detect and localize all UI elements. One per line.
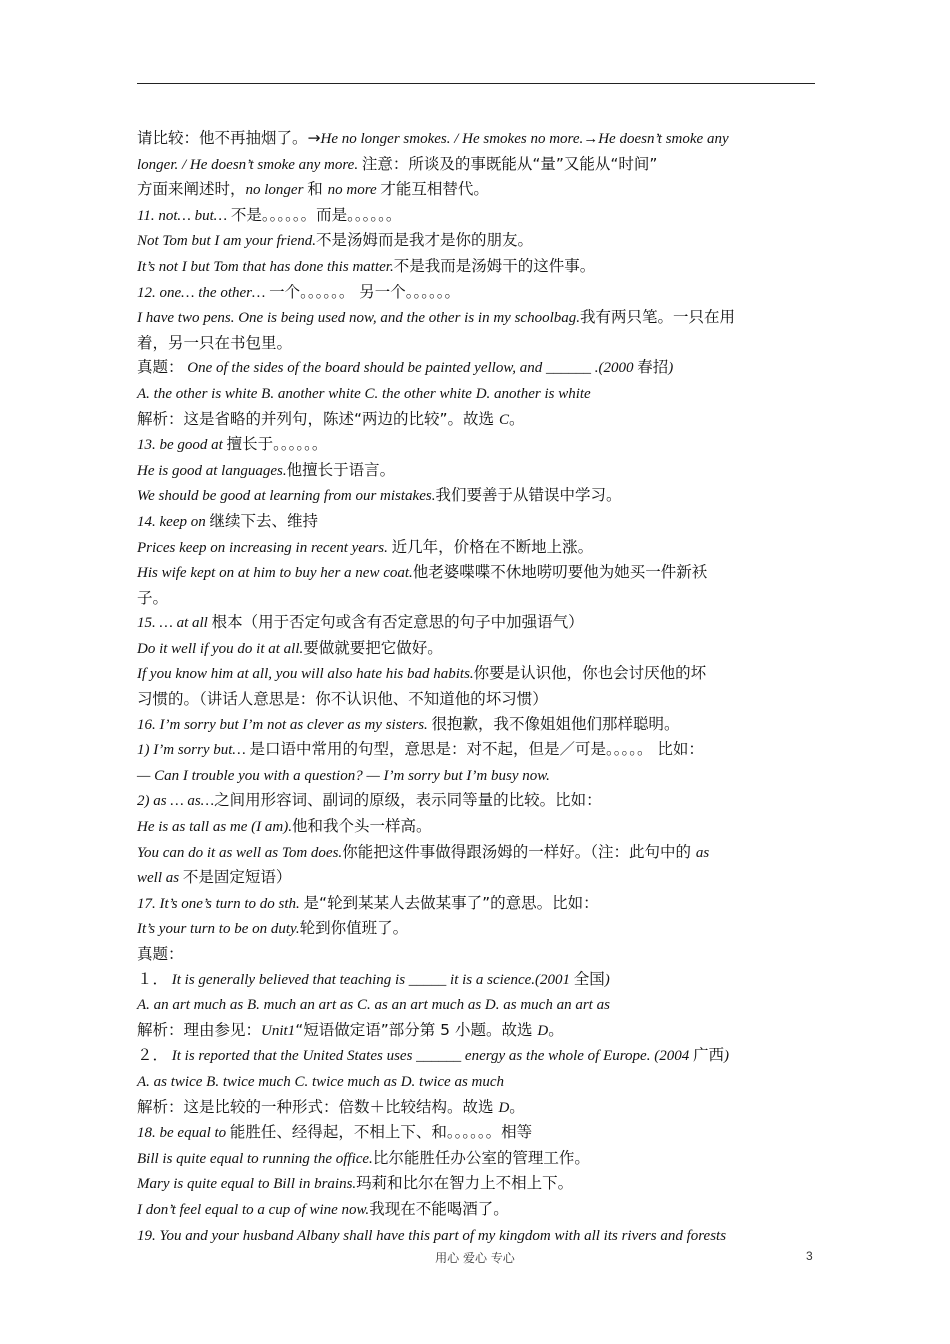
chinese-text: 方面来阐述时， <box>137 180 246 199</box>
english-text: D <box>537 1022 549 1039</box>
chinese-text: 请比较：他不再抽烟了。→ <box>137 129 321 147</box>
text-line <box>137 840 819 866</box>
english-text: You can do it as well as Tom does. <box>137 844 343 861</box>
chinese-text: 能胜任、经得起，不相上下、和。。。。。。相等 <box>229 1123 533 1142</box>
chinese-text: 是“轮到某某人去做某事了”的意思。比如： <box>303 893 599 912</box>
chinese-text: 我们要善于从错误中学习。 <box>435 486 622 505</box>
text-line <box>137 560 819 586</box>
document-body <box>137 126 819 1248</box>
chinese-text: 着，另一只在书包里。 <box>137 333 293 352</box>
english-text: One of the sides of the board should be painted yellow, and ______ .(2000 <box>183 360 638 377</box>
english-text: He no longer smokes. / He smokes no more.→He doesn’t smoke any <box>320 131 729 147</box>
text-line <box>137 483 819 509</box>
text-line <box>137 535 819 561</box>
text-line <box>137 432 819 458</box>
text-line <box>137 1018 819 1044</box>
english-text: no longer <box>245 182 308 199</box>
chinese-text: 根本（用于否定句或含有否定意思的句子中加强语气） <box>211 613 584 632</box>
chinese-text: 他擅长于语言。 <box>286 460 396 479</box>
english-text: C <box>499 411 510 428</box>
english-text: Prices keep on increasing in recent years. <box>137 539 392 556</box>
text-line <box>137 814 819 840</box>
chinese-text: 才能互相替代。 <box>380 180 489 199</box>
chinese-text: 。 <box>548 1020 564 1039</box>
chinese-text: 广西 <box>692 1046 724 1065</box>
chinese-text: 真题： <box>137 358 184 377</box>
text-line <box>137 737 819 763</box>
chinese-text: 我有两只笔。一只在用 <box>580 308 736 327</box>
chinese-text: 是口语中常用的句型，意思是：对不起，但是／可是。。。。。 比如： <box>249 740 704 759</box>
text-line <box>137 1171 819 1197</box>
english-text: D <box>498 1099 510 1116</box>
chinese-text: 。 <box>509 1097 525 1116</box>
english-text: It is generally believed that teaching is _____ it is a science.(2001 <box>168 971 574 988</box>
english-text: He is good at languages. <box>137 462 287 479</box>
chinese-text: 你能把这件事做得跟汤姆的一样好。（注：此句中的 <box>342 842 696 861</box>
text-line <box>137 355 819 381</box>
english-text: It is reported that the United States uses ______ energy as the whole of Europe. (2004 <box>168 1048 693 1065</box>
chinese-text: 和 <box>307 180 328 199</box>
text-line <box>137 152 819 178</box>
chinese-text: 真题： <box>137 945 184 963</box>
text-line <box>137 1146 819 1172</box>
chinese-text: 春招 <box>637 358 669 377</box>
english-text: 15. … at all <box>137 615 212 632</box>
text-line <box>137 610 819 636</box>
chinese-text: 解析：这是省略的并列句，陈述“两边的比较”。故选 <box>137 409 499 428</box>
text-line <box>137 254 819 280</box>
text-line <box>137 891 819 917</box>
text-line <box>137 687 819 712</box>
text-line <box>137 916 819 942</box>
text-line <box>137 458 819 484</box>
chinese-text: “短语做定语”部分第 5 小题。故选 <box>295 1020 538 1039</box>
text-line <box>137 788 819 814</box>
text-line <box>137 636 819 662</box>
english-text: 19. You and your husband Albany shall have this part of my kingdom with all its rivers and forests <box>137 1227 727 1244</box>
text-line <box>137 509 819 535</box>
chinese-text: 你要是认识他，你也会讨厌他的坏 <box>473 664 707 683</box>
english-text: 16. I’m sorry but I’m not as clever as my sisters. <box>137 716 432 733</box>
chinese-text: 不是汤姆而是我才是你的朋友。 <box>316 231 534 250</box>
english-text: If you know him at all, you will also hate his bad habits. <box>137 666 474 683</box>
chinese-text: 轮到你值班了。 <box>299 919 409 938</box>
chinese-text: 我现在不能喝酒了。 <box>369 1199 509 1218</box>
english-text: ) <box>604 971 610 988</box>
text-line <box>137 661 819 687</box>
text-line <box>137 280 819 306</box>
english-text: 17. It’s one’s turn to do sth. <box>137 895 304 912</box>
chinese-text: 。 <box>509 409 525 428</box>
english-text: I have two pens. One is being used now, and the other is in my schoolbag. <box>137 310 580 327</box>
page-footer: 用心 爱心 专心 <box>435 1251 515 1265</box>
english-text: Do it well if you do it at all. <box>137 640 304 657</box>
text-line <box>137 712 819 738</box>
text-line <box>137 228 819 254</box>
text-line <box>137 407 819 433</box>
text-line <box>137 1197 819 1223</box>
chinese-text: 子。 <box>137 588 169 607</box>
english-text: longer. / He doesn’t smoke any more. <box>137 156 362 173</box>
chinese-text: 很抱歉，我不像姐姐他们那样聪明。 <box>431 714 680 733</box>
chinese-text: 擅长于。。。。。。 <box>226 435 328 454</box>
english-text: — Can I trouble you with a question? — I’m sorry but I’m busy now. <box>137 767 550 784</box>
text-line <box>137 1120 819 1146</box>
english-text: I don’t feel equal to a cup of wine now. <box>137 1201 370 1218</box>
english-text: 1) I’m sorry but… <box>137 742 250 759</box>
english-text: well as <box>137 870 183 887</box>
english-text: A. the other is white B. another white C. the other white D. another is white <box>137 385 591 402</box>
chinese-text: 一个。。。。。。 另一个。。。。。。 <box>269 282 461 301</box>
english-text: It’s not I but Tom that has done this matter. <box>137 258 394 275</box>
english-text: We should be good at learning from our mistakes. <box>137 488 436 505</box>
english-text: It’s your turn to be on duty. <box>137 921 300 938</box>
chinese-text: １． <box>137 969 169 988</box>
chinese-text: 继续下去、维持 <box>209 511 318 530</box>
english-text: 18. be equal to <box>137 1125 230 1142</box>
text-line <box>137 586 819 611</box>
text-line <box>137 203 819 229</box>
text-line <box>137 1095 819 1121</box>
text-line <box>137 942 819 967</box>
chinese-text: 习惯的。（讲话人意思是：你不认识他、不知道他的坏习惯） <box>137 690 548 709</box>
chinese-text: 他和我个头一样高。 <box>291 817 432 836</box>
chinese-text: 要做就要把它做好。 <box>303 638 443 657</box>
english-text: Mary is quite equal to Bill in brains. <box>137 1176 357 1193</box>
chinese-text: 近几年，价格在不断地上涨。 <box>391 537 594 556</box>
english-text: ) <box>723 1048 729 1065</box>
english-text: A. an art much as B. much an art as C. as an art much as D. as much an art as <box>137 997 610 1014</box>
english-text: 2) as … as… <box>137 793 215 810</box>
text-line <box>137 126 819 152</box>
chinese-text: 解析：这是比较的一种形式：倍数＋比较结构。故选 <box>137 1097 499 1116</box>
chinese-text: 全国 <box>573 969 605 988</box>
english-text: Unit1 <box>261 1022 296 1039</box>
english-text: His wife kept on at him to buy her a new coat. <box>137 565 413 582</box>
english-text: ) <box>668 360 674 377</box>
page-number: 3 <box>806 1249 813 1263</box>
chinese-text: 不是我而是汤姆干的这件事。 <box>393 256 596 275</box>
header-rule <box>137 83 815 84</box>
chinese-text: ２． <box>137 1046 169 1065</box>
english-text: 13. be good at <box>137 437 227 454</box>
english-text: Not Tom but I am your friend. <box>137 233 317 250</box>
english-text: no more <box>327 182 381 199</box>
chinese-text: 他老婆喋喋不休地唠叨要他为她买一件新袄 <box>412 563 708 582</box>
text-line <box>137 305 819 331</box>
english-text: 14. keep on <box>137 513 210 530</box>
text-line <box>137 1223 819 1249</box>
text-line <box>137 1043 819 1069</box>
english-text: Bill is quite equal to running the office. <box>137 1150 373 1167</box>
text-line <box>137 1069 819 1095</box>
chinese-text: 解析：理由参见： <box>137 1020 262 1039</box>
text-line <box>137 381 819 407</box>
text-line <box>137 865 819 891</box>
english-text: 12. one… the other… <box>137 284 270 301</box>
chinese-text: 玛莉和比尔在智力上不相上下。 <box>356 1174 574 1193</box>
chinese-text: 注意：所谈及的事既能从“量”又能从“时间” <box>361 154 658 173</box>
english-text: 11. not… but… <box>137 207 231 224</box>
chinese-text: 之间用形容词、副词的原级，表示同等量的比较。比如： <box>214 791 602 810</box>
text-line <box>137 177 819 203</box>
chinese-text: 不是。。。。。。而是。。。。。。 <box>230 205 402 224</box>
text-line <box>137 992 819 1018</box>
chinese-text: 比尔能胜任办公室的管理工作。 <box>372 1148 590 1167</box>
text-line <box>137 967 819 993</box>
english-text: He is as tall as me (I am). <box>137 819 292 836</box>
text-line <box>137 763 819 789</box>
chinese-text: 不是固定短语） <box>182 868 292 887</box>
english-text: as <box>695 844 710 861</box>
english-text: A. as twice B. twice much C. twice much as D. twice as much <box>137 1073 505 1090</box>
text-line <box>137 331 819 356</box>
